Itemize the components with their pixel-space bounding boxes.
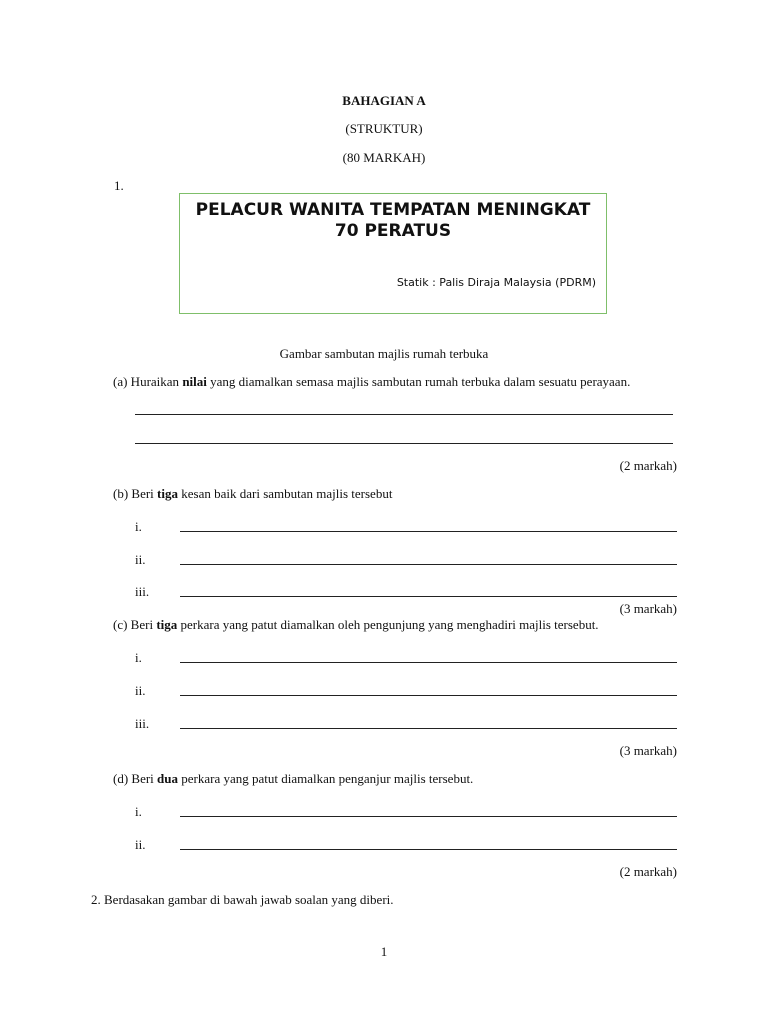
news-headline-box [179,193,607,314]
page-number: 1 [380,944,388,959]
news-headline [180,200,606,242]
headline-line-2: 70 PERATUS [334,221,452,241]
item-number: i. [135,650,142,665]
question-c-prefix: (c) Beri [113,617,157,632]
image-caption: Gambar sambutan majlis rumah terbuka [279,346,489,361]
question-d-keyword: dua [157,771,179,786]
question-b-text [113,486,392,502]
question-d-suffix: perkara yang patut diamalkan penganjur majlis tersebut. [178,771,474,786]
question-b-suffix: kesan baik dari sambutan majlis tersebut [178,486,393,501]
answer-line[interactable] [180,728,677,729]
question-a-keyword: nilai [182,374,207,389]
question-2-text: 2. Berdasakan gambar di bawah jawab soalan yang diberi. [91,892,394,907]
question-b-marks: (3 markah) [619,601,677,616]
question-c-suffix: perkara yang patut diamalkan oleh pengunjung yang menghadiri majlis tersebut. [177,617,599,632]
question-b-prefix: (b) Beri [113,486,158,501]
item-number: ii. [135,837,146,852]
item-number: i. [135,519,142,534]
section-marks: (80 MARKAH) [342,150,426,165]
section-title: BAHAGIAN A [342,93,426,108]
item-number: ii. [135,552,146,567]
question-d-marks: (2 markah) [619,864,677,879]
question-a-prefix: (a) Huraikan [113,374,183,389]
item-number: iii. [135,716,150,731]
question-a-text [113,374,630,390]
answer-line[interactable] [180,849,677,850]
answer-line[interactable] [135,414,673,415]
question-c-keyword: tiga [156,617,178,632]
answer-line[interactable] [180,816,677,817]
answer-line[interactable] [180,695,677,696]
answer-line[interactable] [180,564,677,565]
question-c-marks: (3 markah) [619,743,677,758]
item-number: iii. [135,584,150,599]
news-source: Statik : Palis Diraja Malaysia (PDRM) [396,276,596,289]
item-number: ii. [135,683,146,698]
answer-line[interactable] [180,596,677,597]
question-1-number: 1. [114,178,124,193]
question-d-prefix: (d) Beri [113,771,158,786]
section-subtitle: (STRUKTUR) [345,121,423,136]
question-a-suffix: yang diamalkan semasa majlis sambutan rumah terbuka dalam sesuatu perayaan. [206,374,631,389]
question-c-text [113,617,599,633]
answer-line[interactable] [180,531,677,532]
question-b-keyword: tiga [157,486,178,501]
question-a-marks: (2 markah) [619,458,677,473]
question-d-text [113,771,473,787]
answer-line[interactable] [180,662,677,663]
item-number: i. [135,804,142,819]
headline-line-1: PELACUR WANITA TEMPATAN MENINGKAT [195,200,591,220]
answer-line[interactable] [135,443,673,444]
